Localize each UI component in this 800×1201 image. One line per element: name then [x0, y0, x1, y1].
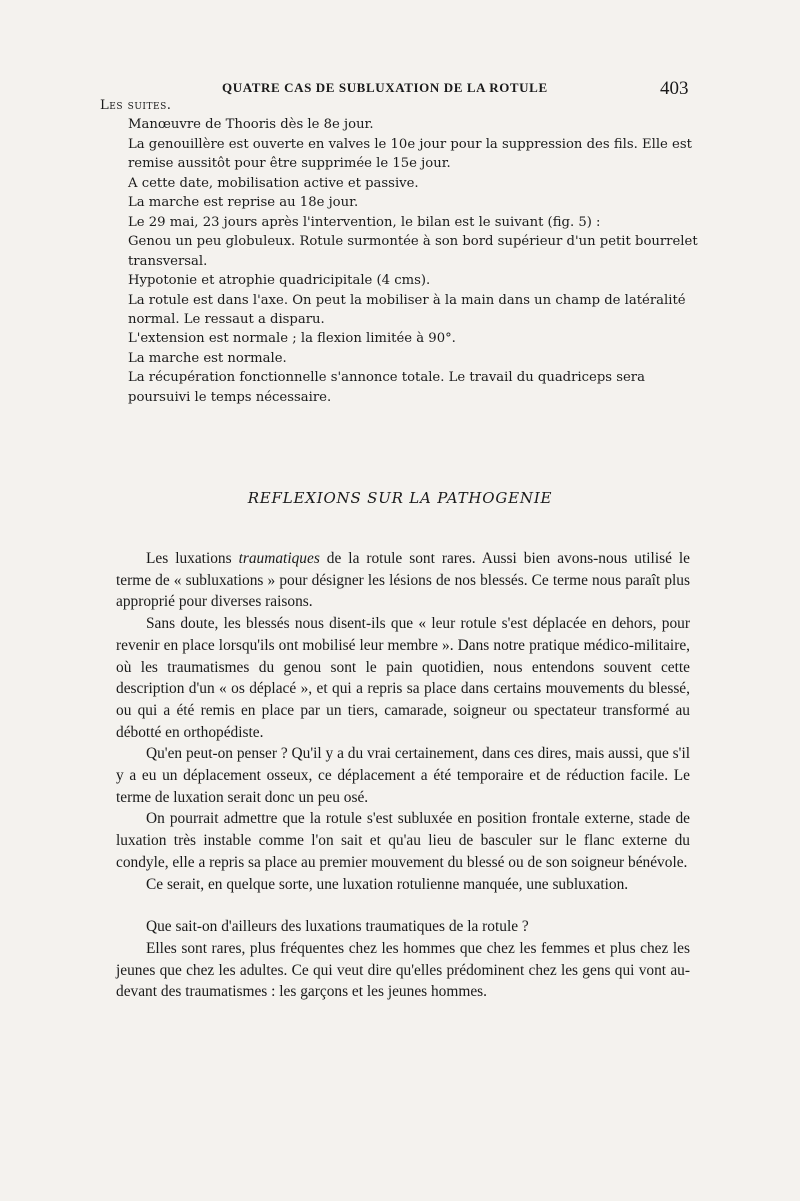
paragraph: Que sait-on d'ailleurs des luxations traumatiques de la rotule ? [146, 918, 529, 936]
paragraph-text: Les luxations [146, 550, 239, 567]
suites-line: La marche est reprise au 18e jour. [128, 195, 359, 211]
paragraph: Qu'en peut-on penser ? Qu'il y a du vrai certainement, dans ces dires, mais aussi, que s'il y a eu un déplacement osseux, ce déplacement a été temporaire et de réduction facile. Le terme de luxation serait donc un peu osé. [116, 745, 690, 806]
suites-heading: Les suites. [100, 98, 172, 113]
paragraph: Elles sont rares, plus fréquentes chez les hommes que chez les femmes et plus chez les jeunes que chez les adultes. Ce qui veut dire qu'elles prédominent chez les gens qui vont au-devant des traumatismes : les garçons et les jeunes hommes. [116, 939, 690, 1001]
paragraph: Ce serait, en quelque sorte, une luxation rotulienne manquée, une subluxation. [146, 875, 629, 893]
emphasis-text: traumatiques [238, 550, 320, 567]
suites-line: A cette date, mobilisation active et passive. [128, 175, 419, 191]
section-title: REFLEXIONS SUR LA PATHOGENIE [247, 489, 553, 507]
paragraph-text: de la rotule sont rares. Aussi bien avons-nous utilisé le terme de « subluxations » pour désigner les lésions de nos blessés. Ce terme nous paraît plus approprié pour diverses raisons. [116, 550, 690, 611]
suites-line: La marche est normale. [128, 350, 287, 366]
body-text [116, 548, 690, 1003]
running-title: QUATRE CAS DE SUBLUXATION DE LA ROTULE [222, 80, 548, 95]
suites-line: L'extension est normale ; la flexion limitée à 90°. [128, 331, 456, 347]
paragraph: On pourrait admettre que la rotule s'est subluxée en position frontale externe, stade de luxation très instable comme l'on sait et qu'au lieu de basculer sur le flanc externe du condyle, elle a repris sa place au premier mouvement du blessé ou de son soigneur bénévole. [116, 810, 690, 871]
suites-section [100, 96, 700, 407]
page-number: 403 [660, 78, 689, 99]
paragraph: Sans doute, les blessés nous disent-ils que « leur rotule s'est déplacée en dehors, pour revenir en place lorsqu'ils ont mobilisé leur membre ». Dans notre pratique médico-militaire, où les traumatismes du genou sont le pain quotidien, nous entendons souvent cette description d'un « os déplacé », et qui a repris sa place dans certains mouvements du blessé, ou qui a été remis en place par un tiers, camarade, soigneur ou spectateur transformé au débotté en orthopédiste. [116, 615, 690, 741]
suites-line: La rotule est dans l'axe. On peut la mobiliser à la main dans un champ de latéralité normal. Le ressaut a disparu. [128, 292, 686, 327]
suites-line: Manœuvre de Thooris dès le 8e jour. [128, 117, 374, 133]
suites-line: Genou un peu globuleux. Rotule surmontée à son bord supérieur d'un petit bourrelet transversal. [128, 234, 698, 269]
paragraph [116, 548, 690, 613]
suites-line: Hypotonie et atrophie quadricipitale (4 cms). [128, 273, 431, 289]
suites-line: La récupération fonctionnelle s'annonce totale. Le travail du quadriceps sera poursuivi le temps nécessaire. [128, 370, 645, 405]
suites-line: La genouillère est ouverte en valves le 10e jour pour la suppression des fils. Elle est remise aussitôt pour être supprimée le 15e jour. [128, 136, 692, 172]
suites-line: Le 29 mai, 23 jours après l'intervention, le bilan est le suivant (fig. 5) : [128, 214, 601, 230]
